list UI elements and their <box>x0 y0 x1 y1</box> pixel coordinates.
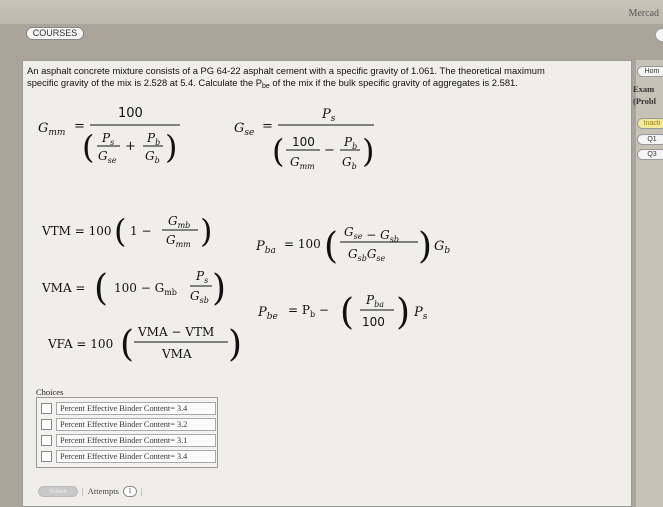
svg-text:(: ( <box>114 212 127 250</box>
question-line-1: An asphalt concrete mixture consists of a PG 64-22 asphalt cement with a specific gravity of 1.061. The theoretical maximum <box>27 65 545 76</box>
svg-text:): ) <box>396 292 411 333</box>
choice-radio[interactable] <box>41 451 52 462</box>
svg-text:): ) <box>418 226 433 267</box>
svg-text:(: ( <box>324 226 339 267</box>
choice-item[interactable] <box>41 402 216 415</box>
svg-text:100: 100 <box>362 315 385 329</box>
choice-text: Percent Effective Binder Content= 3.4 <box>56 402 216 415</box>
svg-text:=: = <box>74 119 85 134</box>
choice-text: Percent Effective Binder Content= 3.2 <box>56 418 216 431</box>
inactive-badge: Inacti <box>637 118 663 129</box>
svg-text:=: = <box>262 119 273 134</box>
separator: | <box>82 486 84 496</box>
choice-item[interactable] <box>41 450 216 463</box>
svg-text:VFA = 100: VFA = 100 <box>48 337 114 351</box>
top-strip <box>0 0 663 24</box>
svg-text:(: ( <box>340 292 355 333</box>
svg-text:Gmm: $G_{mm}$ <box>290 155 315 171</box>
svg-text:1 −: 1 − <box>130 224 152 238</box>
svg-text:(: ( <box>120 324 135 365</box>
choice-text: Percent Effective Binder Content= 3.1 <box>56 434 216 447</box>
attempts-label: Attempts <box>87 486 119 496</box>
svg-text:100: 100 <box>292 135 315 149</box>
svg-text:Pb: $P_b$ <box>344 135 358 151</box>
svg-text:VTM = 100: VTM = 100 <box>42 224 112 238</box>
attempts-count-badge: 1 <box>123 486 137 497</box>
question-text <box>27 65 631 93</box>
svg-text:Gse − Gsb: $G_{se} - G_{sb}$ <box>344 225 399 244</box>
exam-label: Exam <box>633 84 655 94</box>
svg-text:Gse: $G_{se}$ <box>98 149 117 165</box>
equations-figure <box>22 90 632 380</box>
svg-text:VMA: VMA <box>162 347 192 361</box>
submit-button[interactable]: Submit <box>38 486 78 497</box>
svg-text:= Pb −: = $P_b$ − <box>288 303 329 319</box>
svg-text:): ) <box>200 212 213 250</box>
brand-text: Mercad <box>628 8 659 19</box>
choices-label: Choices <box>36 387 64 397</box>
courses-tab[interactable]: COURSES <box>26 27 84 40</box>
svg-text:): ) <box>362 132 375 170</box>
choice-text: Percent Effective Binder Content= 3.4 <box>56 450 216 463</box>
svg-text:Pba: $P_{ba}$ <box>366 293 384 309</box>
svg-text:Gb: $G_b$ <box>145 149 160 165</box>
svg-text:GsbGse: $G_{sb}G_{se}$ <box>348 247 386 263</box>
gmm-label: $G_{mm}$ <box>38 121 66 138</box>
choice-radio[interactable] <box>41 403 52 414</box>
svg-text:Gsb: $G_{sb}$ <box>190 289 209 305</box>
svg-text:Ps: $P_s$ <box>414 305 428 322</box>
svg-text:100: 100 <box>118 106 143 121</box>
svg-text:+: + <box>125 139 136 154</box>
problem-label: (Probl <box>633 96 656 106</box>
svg-text:100 − Gmb: $100 - G_{mb}$ <box>114 281 177 297</box>
svg-text:Ps: $P_s$ <box>196 269 209 285</box>
svg-text:Pb: $P_b$ <box>147 131 161 147</box>
home-button[interactable]: Hom <box>637 66 663 77</box>
nav-circle-button[interactable] <box>655 28 663 42</box>
choice-radio[interactable] <box>41 419 52 430</box>
question-line-2: specific gravity of the mix is 2.528 at 5.4. Calculate the $P_{be}$ of the mix if the bulk specific gravity of aggregates is 2.581. <box>27 77 518 90</box>
svg-text:Ps: $P_s$ <box>102 131 115 147</box>
svg-text:(: ( <box>272 132 285 170</box>
svg-text:(: ( <box>94 268 109 309</box>
choices-list <box>36 397 218 468</box>
svg-text:VMA =: VMA = <box>42 281 86 295</box>
gse-label: $G_{se}$ <box>234 121 255 138</box>
choice-item[interactable] <box>41 418 216 431</box>
question-3-button[interactable]: Q3 <box>637 149 663 160</box>
footer-bar <box>38 484 147 498</box>
svg-text:(: ( <box>82 128 95 166</box>
svg-text:): ) <box>212 268 227 309</box>
svg-text:Gmm: $G_{mm}$ <box>166 233 191 249</box>
choice-item[interactable] <box>41 434 216 447</box>
svg-text:): ) <box>165 128 178 166</box>
svg-text:Gb: $G_b$ <box>342 155 357 171</box>
svg-text:Gmb: $G_{mb}$ <box>168 214 191 230</box>
svg-text:= 100: = 100 <box>284 237 321 251</box>
svg-text:Ps: $P_s$ <box>322 107 336 124</box>
question-1-button[interactable]: Q1 <box>637 134 663 145</box>
svg-text:Gb: $G_b$ <box>434 239 451 256</box>
svg-text:Pbe: $P_{be}$ <box>258 305 278 322</box>
svg-text:VMA − VTM: VMA − VTM <box>138 325 215 339</box>
svg-text:Pba: $P_{ba}$ <box>256 239 276 256</box>
separator: | <box>140 486 143 496</box>
choice-radio[interactable] <box>41 435 52 446</box>
svg-text:−: − <box>324 143 335 158</box>
svg-text:): ) <box>228 324 243 365</box>
